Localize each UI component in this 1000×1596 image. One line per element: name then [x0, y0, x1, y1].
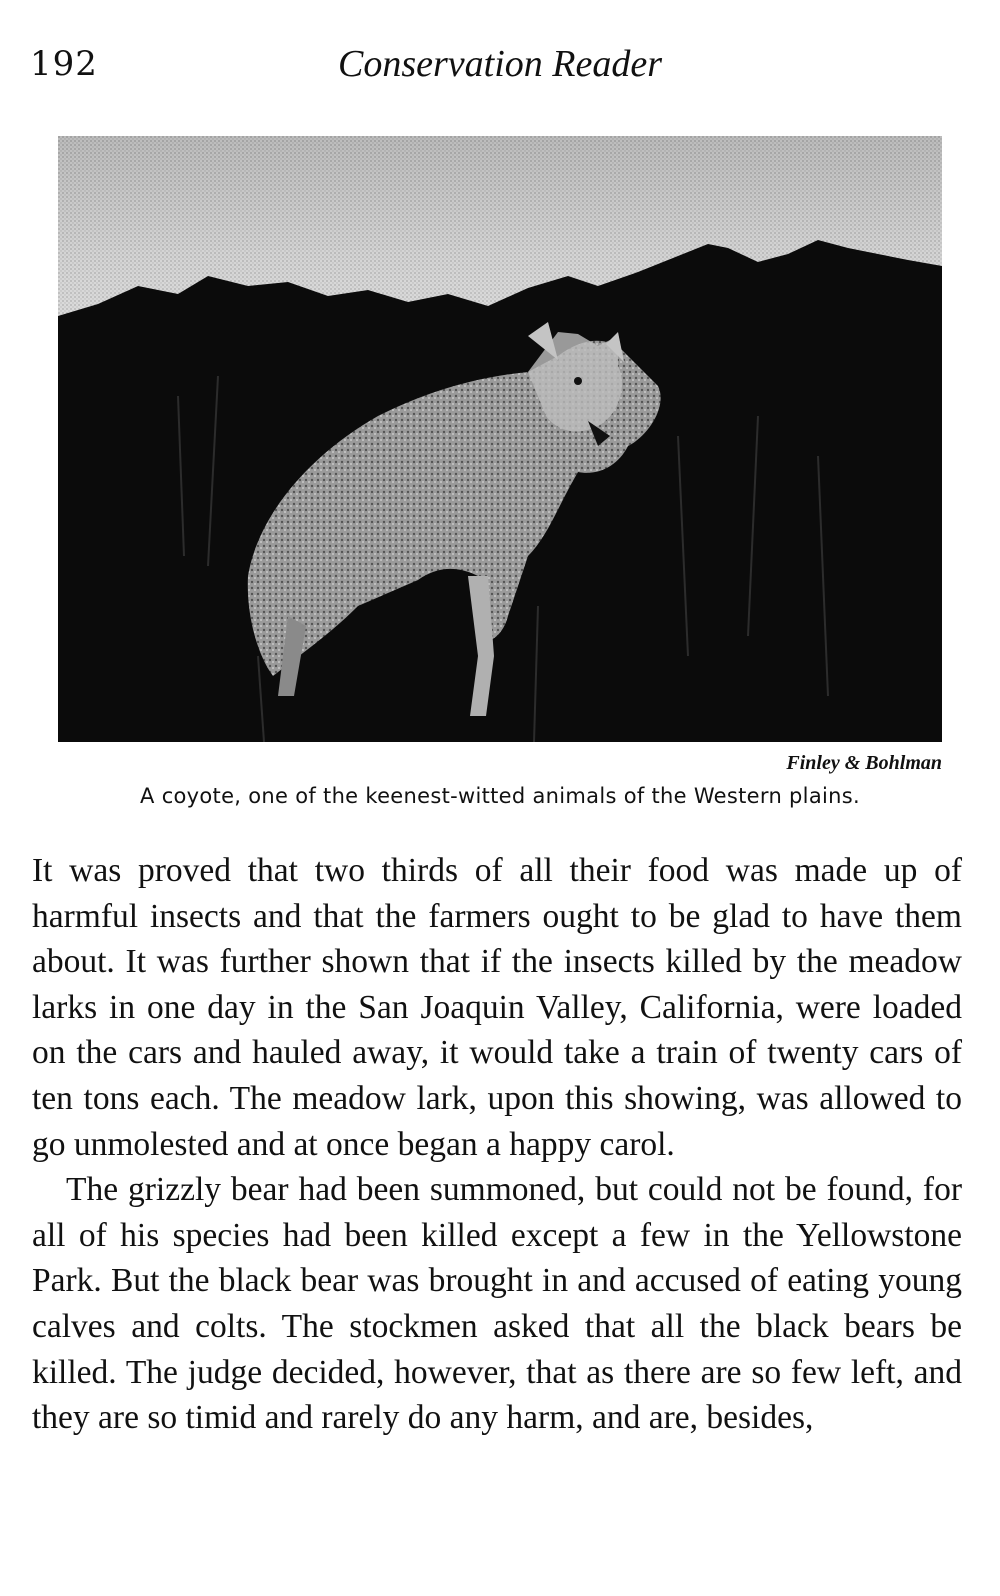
body-text	[32, 848, 962, 1441]
figure-caption: A coyote, one of the keenest-witted animals of the Western plains.	[140, 784, 860, 808]
coyote-photograph	[58, 136, 942, 742]
paragraph: It was proved that two thirds of all their food was made up of harmful insects and that the farmers ought to be glad to have them about. It was further shown that if the insects killed by the meadow larks in one day in the San Joaquin Valley, California, were loaded on the cars and hauled away, it would take a train of twenty cars of ten tons each. The meadow lark, upon this showing, was allowed to go unmolested and at once began a happy carol.	[32, 852, 962, 1163]
coyote-photograph-art	[58, 136, 942, 742]
paragraph: The grizzly bear had been summoned, but could not be found, for all of his species had been killed except a few in the Yellowstone Park. But the black bear was brought in and accused of eating young calves and colts. The stockmen asked that all the black bears be killed. The judge decided, however, that as there are so few left, and they are so timid and rarely do any harm, and are, besides,	[32, 1171, 962, 1437]
page-number: 192	[30, 44, 98, 84]
running-title: Conservation Reader	[337, 43, 662, 85]
photo-credit: Finley & Bohlman	[786, 752, 942, 774]
